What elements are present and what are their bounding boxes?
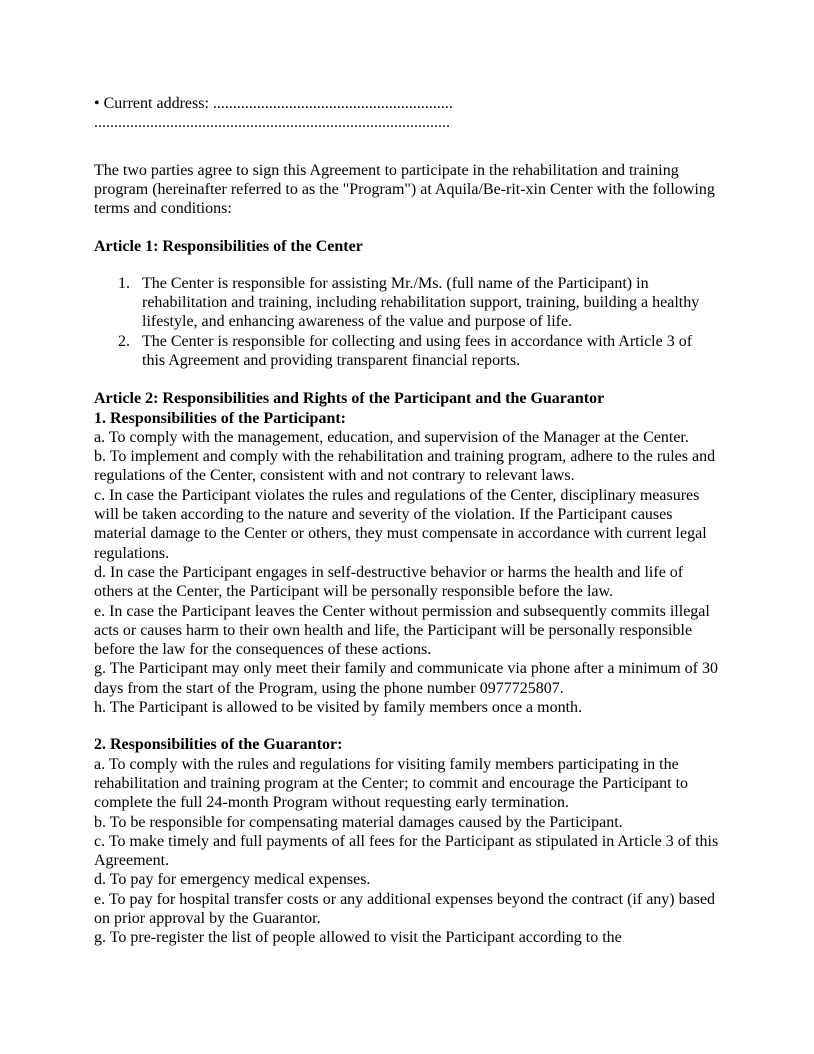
- agreement-intro: The two parties agree to sign this Agreement to participate in the rehabilitation and training program (hereinafter referred to as the "Program") at Aquila/Be-rit-xin Center with the following terms and conditions:: [94, 161, 715, 218]
- list-item: [118, 332, 719, 371]
- participant-clause-e: e. In case the Participant leaves the Center without permission and subsequently commits illegal acts or causes harm to their own health and life, the Participant will be personally responsible before the law for the consequences of these actions.: [94, 602, 710, 659]
- participant-clause-c: c. In case the Participant violates the rules and regulations of the Center, disciplinary measures will be taken according to the nature and severity of the violation. If the Participant causes material damage to the Center or others, they must compensate in accordance with current legal regulations.: [94, 486, 707, 562]
- list-item: [118, 274, 719, 332]
- list-item-number: 2.: [118, 332, 130, 350]
- guarantor-clause-c: c. To make timely and full payments of all fees for the Participant as stipulated in Article 3 of this Agreement.: [94, 832, 719, 870]
- guarantor-clause-e: e. To pay for hospital transfer costs or any additional expenses beyond the contract (if any) based on prior approval by the Guarantor.: [94, 890, 716, 927]
- participant-responsibilities-heading: 1. Responsibilities of the Participant:: [94, 409, 346, 427]
- document-body: [94, 94, 719, 948]
- article-2-heading: Article 2: Responsibilities and Rights of the Participant and the Guarantor: [94, 390, 605, 408]
- guarantor-clause-g: g. To pre-register the list of people allowed to visit the Participant according to the: [94, 929, 622, 947]
- participant-clause-g: g. The Participant may only meet their family and communicate via phone after a minimum of 30 days from the start of the Program, using the phone number 0977725807.: [94, 660, 718, 697]
- list-item-number: 1.: [118, 274, 130, 292]
- article-1-heading: Article 1: Responsibilities of the Center: [94, 238, 363, 256]
- guarantor-clause-b: b. To be responsible for compensating material damages caused by the Participant.: [94, 813, 623, 831]
- current-address-continuation: .........................................................................................: [94, 114, 450, 132]
- guarantor-responsibilities-heading: 2. Responsibilities of the Guarantor:: [94, 736, 343, 754]
- current-address-line: • Current address: ............................................................: [94, 95, 453, 112]
- list-item-text: The Center is responsible for collecting and using fees in accordance with Article 3 of this Agreement and providing transparent financial reports.: [142, 332, 693, 369]
- article-1-list: [94, 274, 719, 370]
- list-item-text: The Center is responsible for assisting Mr./Ms. (full name of the Participant) in rehabilitation and training, including rehabilitation support, training, building a healthy lifestyle, and enhancing awareness of the value and purpose of life.: [142, 274, 700, 331]
- guarantor-clause-d: d. To pay for emergency medical expenses.: [94, 871, 371, 889]
- participant-clause-d: d. In case the Participant engages in self-destructive behavior or harms the health and life of others at the Center, the Participant will be personally responsible before the law.: [94, 563, 684, 601]
- participant-clause-b: b. To implement and comply with the rehabilitation and training program, adhere to the rules and regulations of the Center, consistent with and not contrary to relevant laws.: [94, 448, 716, 485]
- participant-clause-a: a. To comply with the management, education, and supervision of the Manager at the Center.: [94, 428, 689, 446]
- guarantor-clause-a: a. To comply with the rules and regulations for visiting family members participating in the rehabilitation and training program at the Center; to commit and encourage the Participant to complete the full 24-month Program without requesting early termination.: [94, 755, 689, 812]
- participant-clause-h: h. The Participant is allowed to be visited by family members once a month.: [94, 699, 583, 717]
